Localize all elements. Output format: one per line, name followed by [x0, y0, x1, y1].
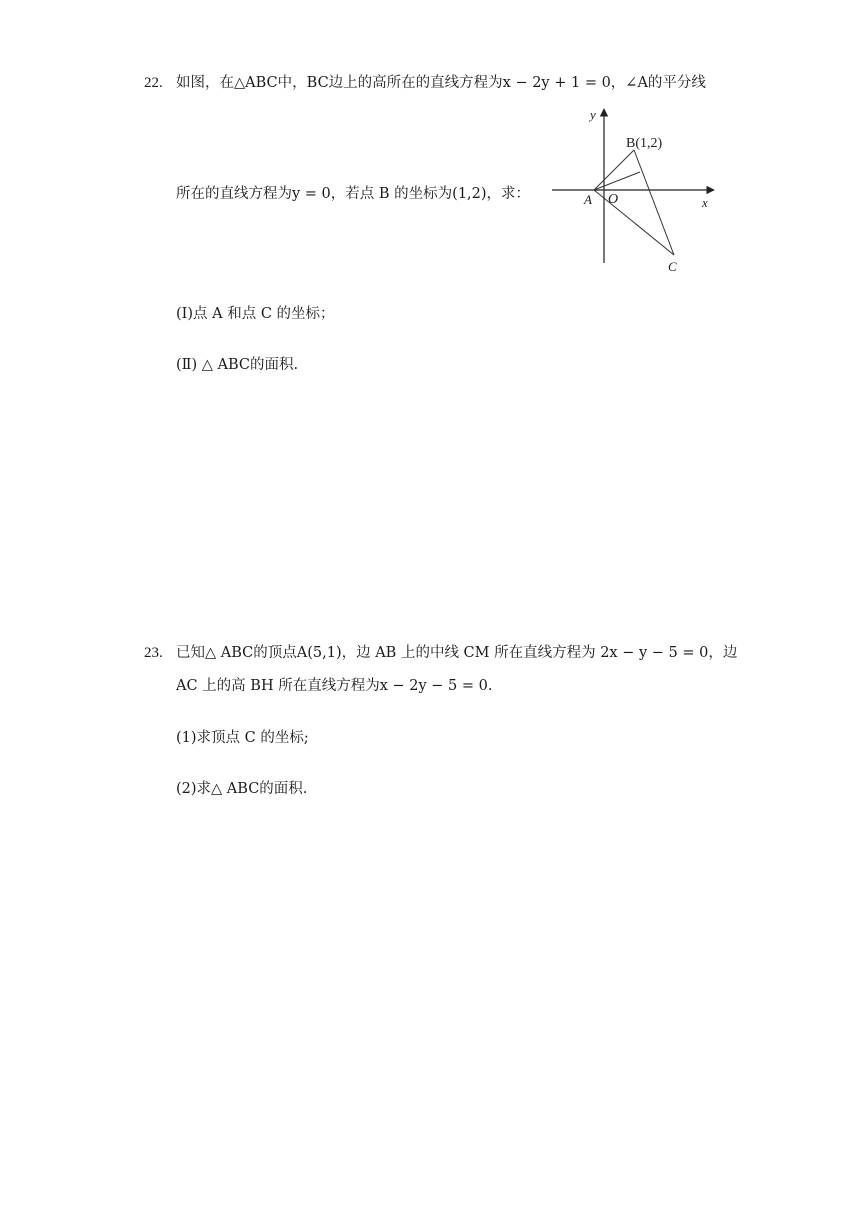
- problem-number: 23.: [144, 645, 163, 661]
- problem-stem-line-1: 已知△ ABC的顶点A(5,1)，边 AB 上的中线 CM 所在直线方程为 2x − y − 5 = 0，边: [176, 645, 738, 661]
- side-ab: [594, 150, 634, 190]
- problem-part-2: (2)求△ ABC的面积.: [176, 781, 308, 797]
- problem-stem-line-2: 所在的直线方程为y = 0，若点 B 的坐标为(1,2)，求：: [176, 186, 531, 202]
- point-a-label: A: [584, 192, 592, 207]
- problem-stem-line-2: AC 上的高 BH 所在直线方程为x − 2y − 5 = 0.: [176, 678, 493, 694]
- point-b-label: B(1,2): [626, 136, 663, 151]
- altitude-line: [594, 172, 640, 190]
- problem-part-2: (Ⅱ) △ ABC的面积.: [176, 357, 299, 373]
- problem-stem-line-1: 如图，在△ABC中，BC边上的高所在的直线方程为x − 2y + 1 = 0，∠A的平分线: [176, 75, 706, 91]
- problem-number: 22.: [144, 75, 163, 91]
- axis-x-label: x: [702, 195, 708, 210]
- triangle-figure: [550, 103, 720, 275]
- problem-part-1: (Ⅰ)点 A 和点 C 的坐标；: [176, 306, 335, 322]
- point-c-label: C: [668, 259, 677, 274]
- point-o-label: O: [608, 192, 619, 207]
- problem-part-1: (1)求顶点 C 的坐标;: [176, 730, 309, 746]
- axis-y-label: y: [590, 107, 596, 122]
